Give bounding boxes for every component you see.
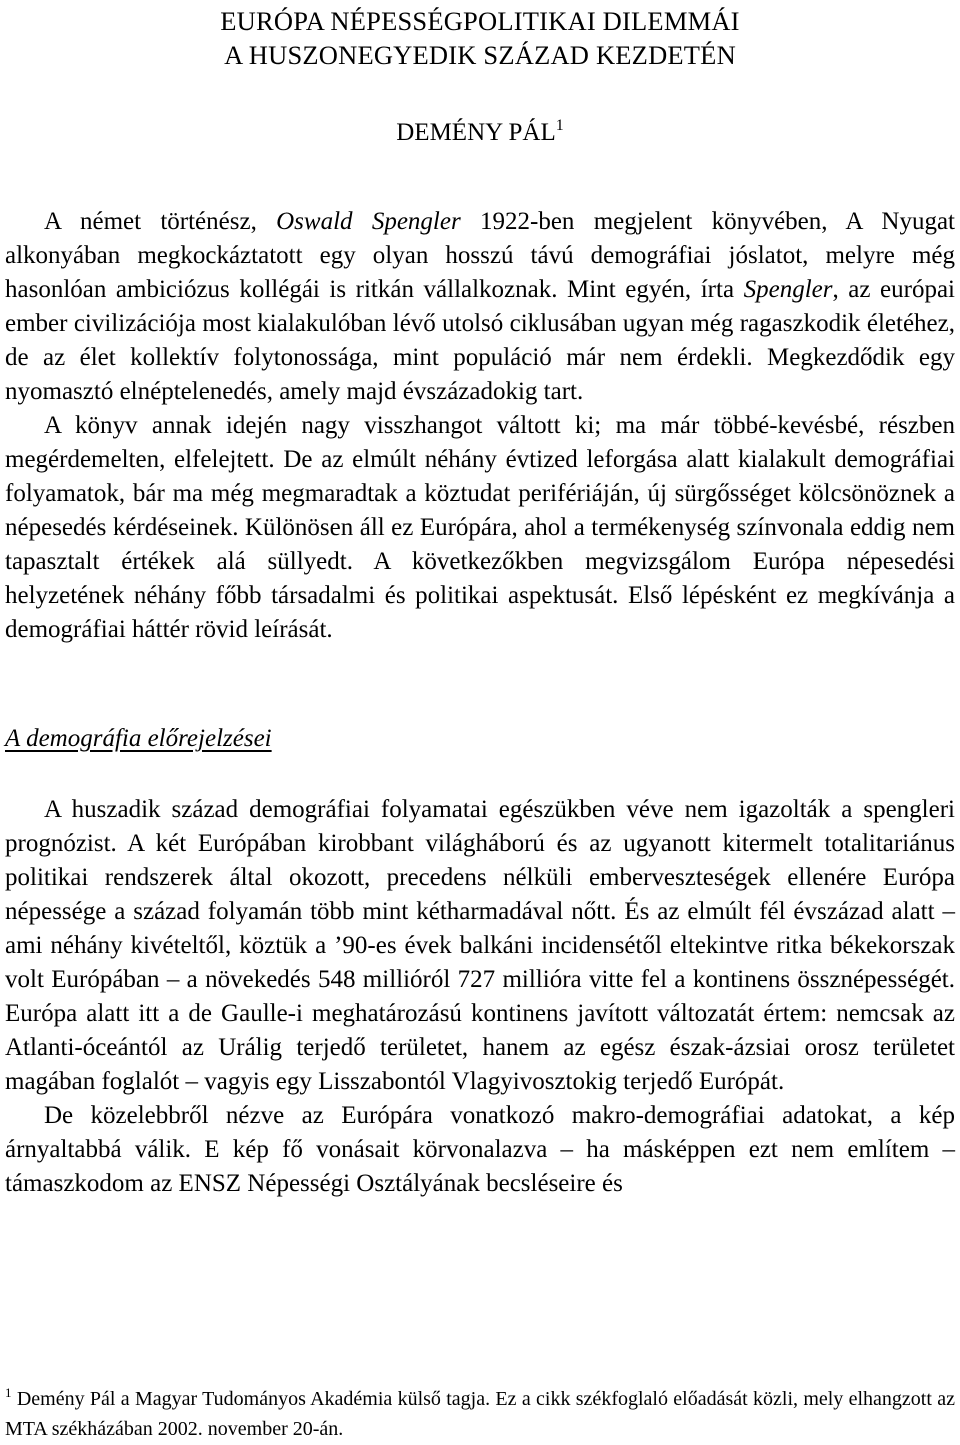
author-footnote-mark: 1 [555,117,564,134]
footnote-paragraph [5,1378,955,1444]
title-line-1: EURÓPA NÉPESSÉGPOLITIKAI DILEMMÁI [220,6,740,36]
section-paragraph-2: De közelebbről nézve az Európára vonatkozó makro-demográfiai adatokat, a kép árnyaltabbá válik. E kép fő vonásait körvonalazva – ha másképpen ezt nem említem – támaszkodom az ENSZ Népességi Osztályának becsléseire és [5,1102,955,1197]
spengler-full-name: Oswald Spengler [276,208,461,235]
intro-p1-part-b: 1922-ben megjelent könyvében, A Nyugat alkonyában megkockáztatott egy olyan hosszú távú demográfiai jóslatot, melyre még hasonlóan ambiciózus kollégái is ritkán vállalkoznak. Mint egyén, írta [5,208,955,303]
section-heading: A demográfia előrejelzései [5,725,272,752]
intro-paragraph-1 [5,205,955,409]
footnote-text: Demény Pál a Magyar Tudományos Akadémia külső tagja. Ez a cikk székfoglaló előadását közli, mely elhangzott az MTA székházában 2002. november 20-án. [5,1388,955,1440]
intro-p1-part-a: A német történész, [44,208,277,235]
section-paragraph-1: A huszadik század demográfiai folyamatai egészükben véve nem igazolták a spengleri prognózist. A két Európában kirobbant világháború és az ugyanott kitermelt totalitariánus politikai rendszerek által okozott, precedens nélküli emberveszteségek ellenére Európa népessége a század folyamán több mint kétharmadával nőtt. És az elmúlt fél évszázad alatt – ami néhány kivételtől, köztük a ’90-es évek balkáni incidensétől eltekintve ritka békekorszak volt Európában – a növekedés 548 millióról 727 millióra vitte fel a kontinens össznépességét. Európa alatt itt a de Gaulle-i meghatározású kontinens javított változatát értem: nemcsak az Atlanti-óceántól az Urálig terjedő területet, hanem az egész észak-ázsiai orosz területet magában foglalót – vagyis egy Lisszabontól Vlagyivosztokig terjedő Európát. [5,796,955,1095]
intro-p1-part-c: , az európai ember civilizációja most kialakulóban lévő utolsó ciklusában ugyan még ragaszkodik életéhez, de az élet kollektív folytonossága, mint populáció már nem érdekli. Megkezdődik egy nyomasztó elnéptelenedés, amely majd évszázadokig tart. [5,276,956,405]
author-name: DEMÉNY PÁL [396,119,556,146]
author-line [5,110,955,149]
footnote-mark: 1 [5,1385,12,1400]
spengler-name: Spengler [743,276,833,303]
intro-paragraph-2: A könyv annak idején nagy visszhangot váltott ki; ma már többé-kevésbé, részben megérdemelten, elfelejtett. De az elmúlt néhány évtized leforgása alatt kialakult demográfiai folyamatok, bár ma még megmaradtak a köztudat perifériáján, új sürgősséget kölcsönöznek a népesedés kérdéseinek. Különösen áll ez Európára, ahol a termékenység színvonala eddig nem tapasztalt értékek alá süllyedt. A következőkben megvizsgálom Európa népesedési helyzetének néhány főbb társadalmi és politikai aspektusát. Első lépésként ez megkívánja a demográfiai háttér rövid leírását. [5,412,955,643]
footnote [5,1378,955,1444]
title-line-2: A HUSZONEGYEDIK SZÁZAD KEZDETÉN [224,40,736,70]
article-title [5,0,955,72]
